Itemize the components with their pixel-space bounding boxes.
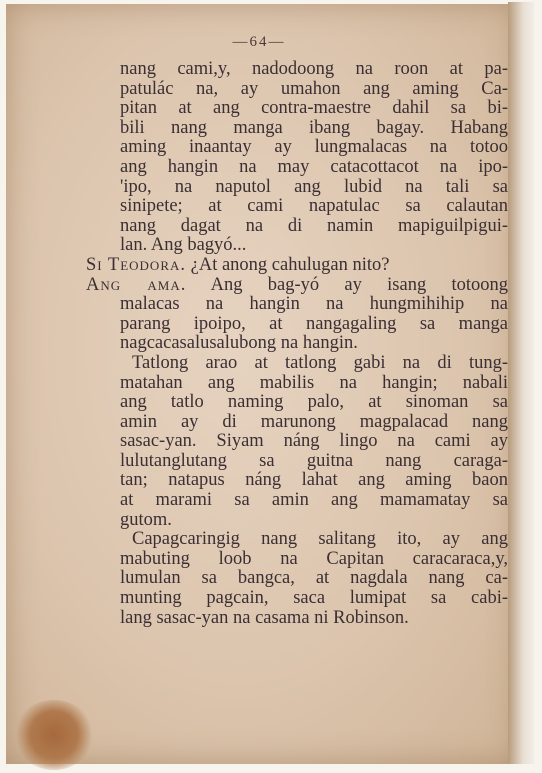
text-line-content: parang ipoipo, at nangagaling sa manga xyxy=(120,313,508,334)
text-line-content: Capagcaringig nang salitang ito, ay ang xyxy=(132,529,508,550)
text-line xyxy=(120,609,508,629)
text-line xyxy=(120,334,508,354)
text-line xyxy=(120,491,508,511)
text-line-content: patulác na, ay umahon ang aming Ca- xyxy=(120,78,508,99)
text-line-content: 'ipo, na naputol ang lubid na tali sa xyxy=(120,176,508,197)
text-line-content: nang cami,y, nadodoong na roon at pa- xyxy=(120,59,508,79)
text-line xyxy=(120,374,508,394)
text-line-content: malacas na hangin na hungmihihip na xyxy=(120,294,508,315)
text-line xyxy=(132,354,508,374)
text-line xyxy=(86,276,508,296)
text-line xyxy=(120,158,508,178)
text-line-content: at marami sa amin ang mamamatay sa xyxy=(120,490,508,511)
text-line xyxy=(120,99,508,119)
text-line-content: tan; natapus náng lahat ang aming baon xyxy=(120,470,508,491)
text-line-content: ¿At anong cahulugan nito? xyxy=(190,254,390,275)
text-line-content: aming inaantay ay lungmalacas na totoo xyxy=(120,137,508,158)
text-line-content: lan. Ang bagyó... xyxy=(120,235,247,256)
text-line xyxy=(120,119,508,139)
text-line-content: munting pagcain, saca lumipat sa cabi- xyxy=(120,588,508,609)
text-line xyxy=(120,315,508,335)
text-line xyxy=(120,295,508,315)
text-line-content: lang sasac-yan na casama ni Robinson. xyxy=(120,607,409,628)
text-line xyxy=(120,511,508,531)
text-line-content: lumulan sa bangca, at nagdala nang ca- xyxy=(120,568,508,589)
text-line xyxy=(132,530,508,550)
text-line-content: bili nang manga ibang bagay. Habang xyxy=(120,117,508,138)
text-line-content: nagcacasalusalubong na hangin. xyxy=(120,333,358,354)
body-text xyxy=(86,59,514,628)
text-line xyxy=(120,393,508,413)
text-line-content: amin ay di marunong magpalacad nang xyxy=(120,411,508,432)
paper-stain xyxy=(14,700,94,770)
text-line-content: ang tatlo naming palo, at sinoman sa xyxy=(120,392,508,413)
text-line xyxy=(120,550,508,570)
text-line-content: sinipete; at cami napatulac sa calautan xyxy=(120,196,508,217)
text-line-content: nang dagat na di namin mapiguilpigui- xyxy=(120,215,508,236)
text-line xyxy=(86,256,508,276)
speaker-label: Si Teodora. xyxy=(86,254,186,275)
speaker-label: Ang ama. xyxy=(86,274,187,295)
text-line xyxy=(120,80,508,100)
text-line-content: ang hangin na may catacottacot na ipo- xyxy=(120,156,508,177)
text-line xyxy=(120,589,508,609)
text-line-content: gutom. xyxy=(120,509,172,530)
text-line xyxy=(120,197,508,217)
text-line xyxy=(120,471,508,491)
text-line-content: sasac-yan. Siyam náng lingo na cami ay xyxy=(120,431,508,452)
text-line xyxy=(120,217,508,237)
text-line xyxy=(120,60,508,80)
text-line xyxy=(120,413,508,433)
text-line xyxy=(120,452,508,472)
text-line-content: mabuting loob na Capitan caracaraca,y, xyxy=(120,548,508,569)
text-line-content: Tatlong arao at tatlong gabi na di tung- xyxy=(132,352,508,373)
text-line-content: pitan at ang contra-maestre dahil sa bi- xyxy=(120,98,508,119)
text-line xyxy=(120,236,508,256)
text-line xyxy=(120,569,508,589)
text-line xyxy=(120,178,508,198)
page-number: —64— xyxy=(232,34,286,50)
text-line-content: matahan ang mabilis na hangin; nabali xyxy=(120,372,508,393)
text-line xyxy=(120,432,508,452)
text-line-content: lulutanglutang sa guitna nang caraga- xyxy=(120,450,508,471)
text-line-content: Ang bag-yó ay isang totoong xyxy=(210,274,508,295)
text-line xyxy=(120,138,508,158)
